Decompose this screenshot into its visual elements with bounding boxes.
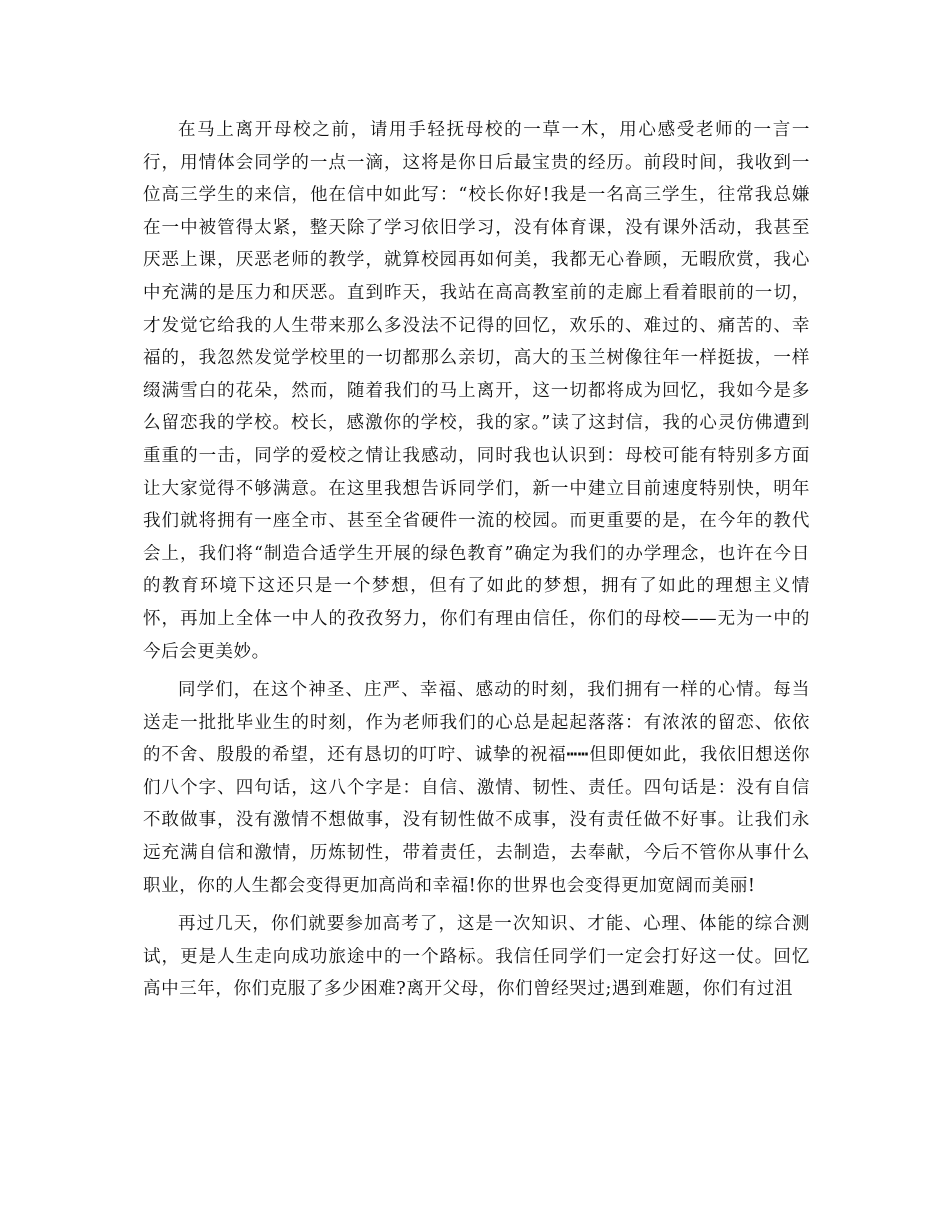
paragraph-2: 同学们，在这个神圣、庄严、幸福、感动的时刻，我们拥有一样的心情。每当送走一批批毕业生的时刻，作为老师我们的心总是起起落落：有浓浓的留恋、依依的不舍、殷殷的希望，还有恳切的叮咛、诚挚的祝福┅┅但即便如此，我依旧想送你们八个字、四句话，这八个字是：自信、激情、韧性、责任。四句话是：没有自信不敢做事，没有激情不想做事，没有韧性做不成事，没有责任做不好事。让我们永远充满自信和激情，历炼韧性，带着责任，去制造，去奉献，今后不管你从事什么职业，你的人生都会变得更加高尚和幸福!你的世界也会变得更加宽阔而美丽! <box>143 680 810 896</box>
paragraph-3: 再过几天，你们就要参加高考了，这是一次知识、才能、心理、体能的综合测试，更是人生走向成功旅途中的一个路标。我信任同学们一定会打好这一仗。回忆高中三年，你们克服了多少困难?离开父母，你们曾经哭过;遇到难题，你们有过沮 <box>143 914 810 1000</box>
paragraph-1: 在马上离开母校之前，请用手轻抚母校的一草一木，用心感受老师的一言一行，用情体会同学的一点一滴，这将是你日后最宝贵的经历。前段时间，我收到一位高三学生的来信，他在信中如此写：“校长你好!我是一名高三学生，往常我总嫌在一中被管得太紧，整天除了学习依旧学习，没有体育课，没有课外活动，我甚至厌恶上课，厌恶老师的教学，就算校园再如何美，我都无心眷顾，无暇欣赏，我心中充满的是压力和厌恶。直到昨天，我站在高高教室前的走廊上看着眼前的一切，才发觉它给我的人生带来那么多没法不记得的回忆，欢乐的、难过的、痛苦的、幸福的，我忽然发觉学校里的一切都那么亲切，高大的玉兰树像往年一样挺拔，一样缀满雪白的花朵，然而，随着我们的马上离开，这一切都将成为回忆，我如今是多么留恋我的学校。校长，感激你的学校，我的家。”读了这封信，我的心灵仿佛遭到重重的一击，同学的爱校之情让我感动，同时我也认识到：母校可能有特别多方面让大家觉得不够满意。在这里我想告诉同学们，新一中建立目前速度特别快，明年我们就将拥有一座全市、甚至全省硬件一流的校园。而更重要的是，在今年的教代会上，我们将“制造合适学生开展的绿色教育”确定为我们的办学理念，也许在今日的教育环境下这还只是一个梦想，但有了如此的梦想，拥有了如此的理想主义情怀，再加上全体一中人的孜孜努力，你们有理由信任，你们的母校——无为一中的今后会更美妙。 <box>143 120 810 662</box>
document-body <box>143 114 810 1006</box>
